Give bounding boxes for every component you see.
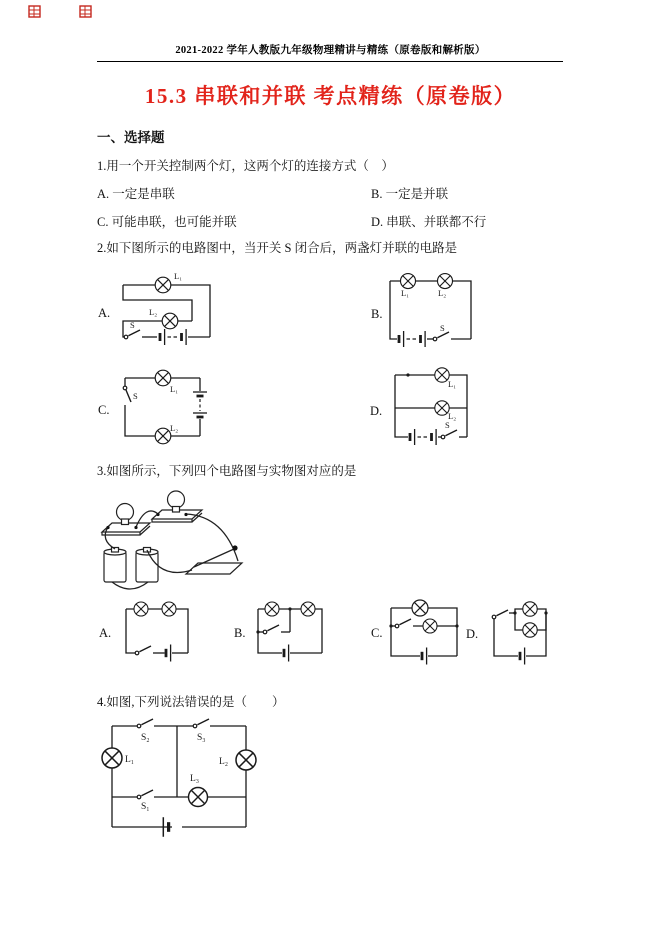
q3-label-a: A. — [99, 626, 112, 640]
q3-label-c: C. — [371, 626, 383, 640]
switch-icon — [124, 330, 140, 339]
red-stamp-icon — [28, 5, 41, 18]
lamp-icon — [412, 600, 428, 616]
battery-cell — [104, 552, 126, 582]
switch-icon — [263, 625, 279, 634]
lamp-icon — [423, 619, 437, 633]
lamp-icon — [265, 602, 279, 616]
lamp-icon — [155, 370, 171, 386]
switch-icon — [433, 332, 449, 341]
q3-circuit-c-diagram — [386, 600, 462, 662]
q1-option-c: C. 可能串联，也可能并联 — [97, 215, 237, 229]
switch-icon — [193, 719, 209, 728]
lamp-label: L₂ — [219, 757, 229, 767]
lamp-icon — [189, 788, 208, 807]
bulb-icon — [168, 491, 185, 508]
lamp-label: L₁ — [174, 271, 183, 281]
q3-label-b: B. — [234, 626, 246, 640]
junction-dot — [256, 630, 259, 633]
lamp-icon — [162, 313, 178, 329]
lamp-label: L₂ — [149, 307, 158, 317]
battery-icon — [520, 648, 525, 665]
lamp-icon — [155, 277, 171, 293]
junction-dot — [455, 624, 458, 627]
lamp-icon — [301, 602, 315, 616]
lamp-label: L₂ — [438, 288, 447, 298]
lamp-label: L₁ — [125, 755, 135, 765]
switch-label: S — [130, 320, 135, 330]
battery-cell — [136, 552, 158, 582]
switch-icon — [137, 790, 153, 799]
battery-icon — [160, 329, 186, 345]
battery-icon — [399, 331, 425, 347]
lamp-icon — [438, 274, 453, 289]
q2-label-a: A. — [98, 306, 111, 320]
q3-label-d: D. — [466, 627, 479, 641]
q1-option-b: B. 一定是并联 — [371, 187, 449, 201]
lamp-label: L₂ — [170, 423, 179, 433]
lamp-label: L₂ — [448, 411, 457, 421]
q2-stem: 2.如下图所示的电路图中，当开关 S 闭合后，两盏灯并联的电路是 — [97, 241, 458, 255]
lamp-label: L₁ — [170, 384, 179, 394]
bulb-icon — [117, 504, 134, 521]
lamp-icon — [155, 428, 171, 444]
q3-circuit-d-diagram — [484, 600, 560, 662]
switch-label: S — [445, 420, 450, 430]
q1-option-d: D. 串联、并联都不行 — [371, 215, 487, 229]
q2-circuit-d-diagram — [390, 370, 475, 442]
header-divider — [97, 61, 563, 62]
battery-icon — [410, 429, 436, 445]
switch-label: S — [133, 391, 138, 401]
switch-label: S₃ — [197, 733, 206, 743]
q2-circuit-c-diagram — [120, 372, 210, 442]
switch-label: S₂ — [141, 733, 150, 743]
lamp-icon — [134, 602, 148, 616]
switch-label: S₁ — [141, 802, 150, 812]
lamp-icon — [523, 623, 537, 637]
switch-icon — [395, 619, 411, 628]
course-header: 2021-2022 学年人教版九年级物理精讲与精练（原卷版和解析版） — [175, 45, 486, 56]
switch-label: S — [440, 323, 445, 333]
battery-icon — [422, 648, 427, 665]
switch-icon — [441, 430, 457, 439]
junction-dot — [406, 373, 409, 376]
switch-icon — [135, 646, 151, 655]
q1-option-a: A. 一定是串联 — [97, 187, 175, 201]
q2-circuit-b-diagram — [385, 275, 475, 345]
red-stamp-icon — [79, 5, 92, 18]
q3-circuit-a-diagram — [122, 603, 192, 661]
battery-icon — [166, 645, 171, 662]
q3-photo-circuit — [88, 486, 258, 598]
q2-circuit-a-diagram — [95, 265, 225, 365]
lamp-icon — [523, 602, 537, 616]
q4-circuit-diagram — [108, 718, 254, 838]
switch-pivot-icon — [123, 386, 127, 390]
lamp-label: L₁ — [401, 288, 410, 298]
switch-icon — [492, 610, 508, 619]
switch-knob — [232, 545, 237, 550]
q2-label-b: B. — [371, 307, 383, 321]
q2-label-c: C. — [98, 403, 110, 417]
q3-stem: 3.如图所示，下列四个电路图与实物图对应的是 — [97, 464, 357, 478]
lamp-icon — [401, 274, 416, 289]
lamp-icon — [236, 750, 256, 770]
junction-dot — [544, 611, 547, 614]
lamp-icon — [162, 602, 176, 616]
battery-icon — [284, 645, 289, 662]
q3-circuit-b-diagram — [254, 603, 326, 661]
switch-icon — [137, 719, 153, 728]
junction-dot — [288, 607, 291, 610]
lamp-label: L₃ — [190, 774, 200, 784]
q2-label-d: D. — [370, 404, 383, 418]
q1-stem: 1.用一个开关控制两个灯，这两个灯的连接方式（ ） — [97, 159, 394, 173]
lamp-icon — [102, 748, 122, 768]
junction-dot — [513, 611, 516, 614]
page-title: 15.3 串联和并联 考点精练（原卷版） — [144, 84, 517, 108]
section-heading: 一、选择题 — [97, 130, 165, 145]
junction-dot — [389, 624, 392, 627]
knife-switch — [186, 563, 242, 574]
q4-stem: 4.如图,下列说法错误的是（ ） — [97, 695, 285, 709]
lamp-label: L₁ — [448, 379, 457, 389]
